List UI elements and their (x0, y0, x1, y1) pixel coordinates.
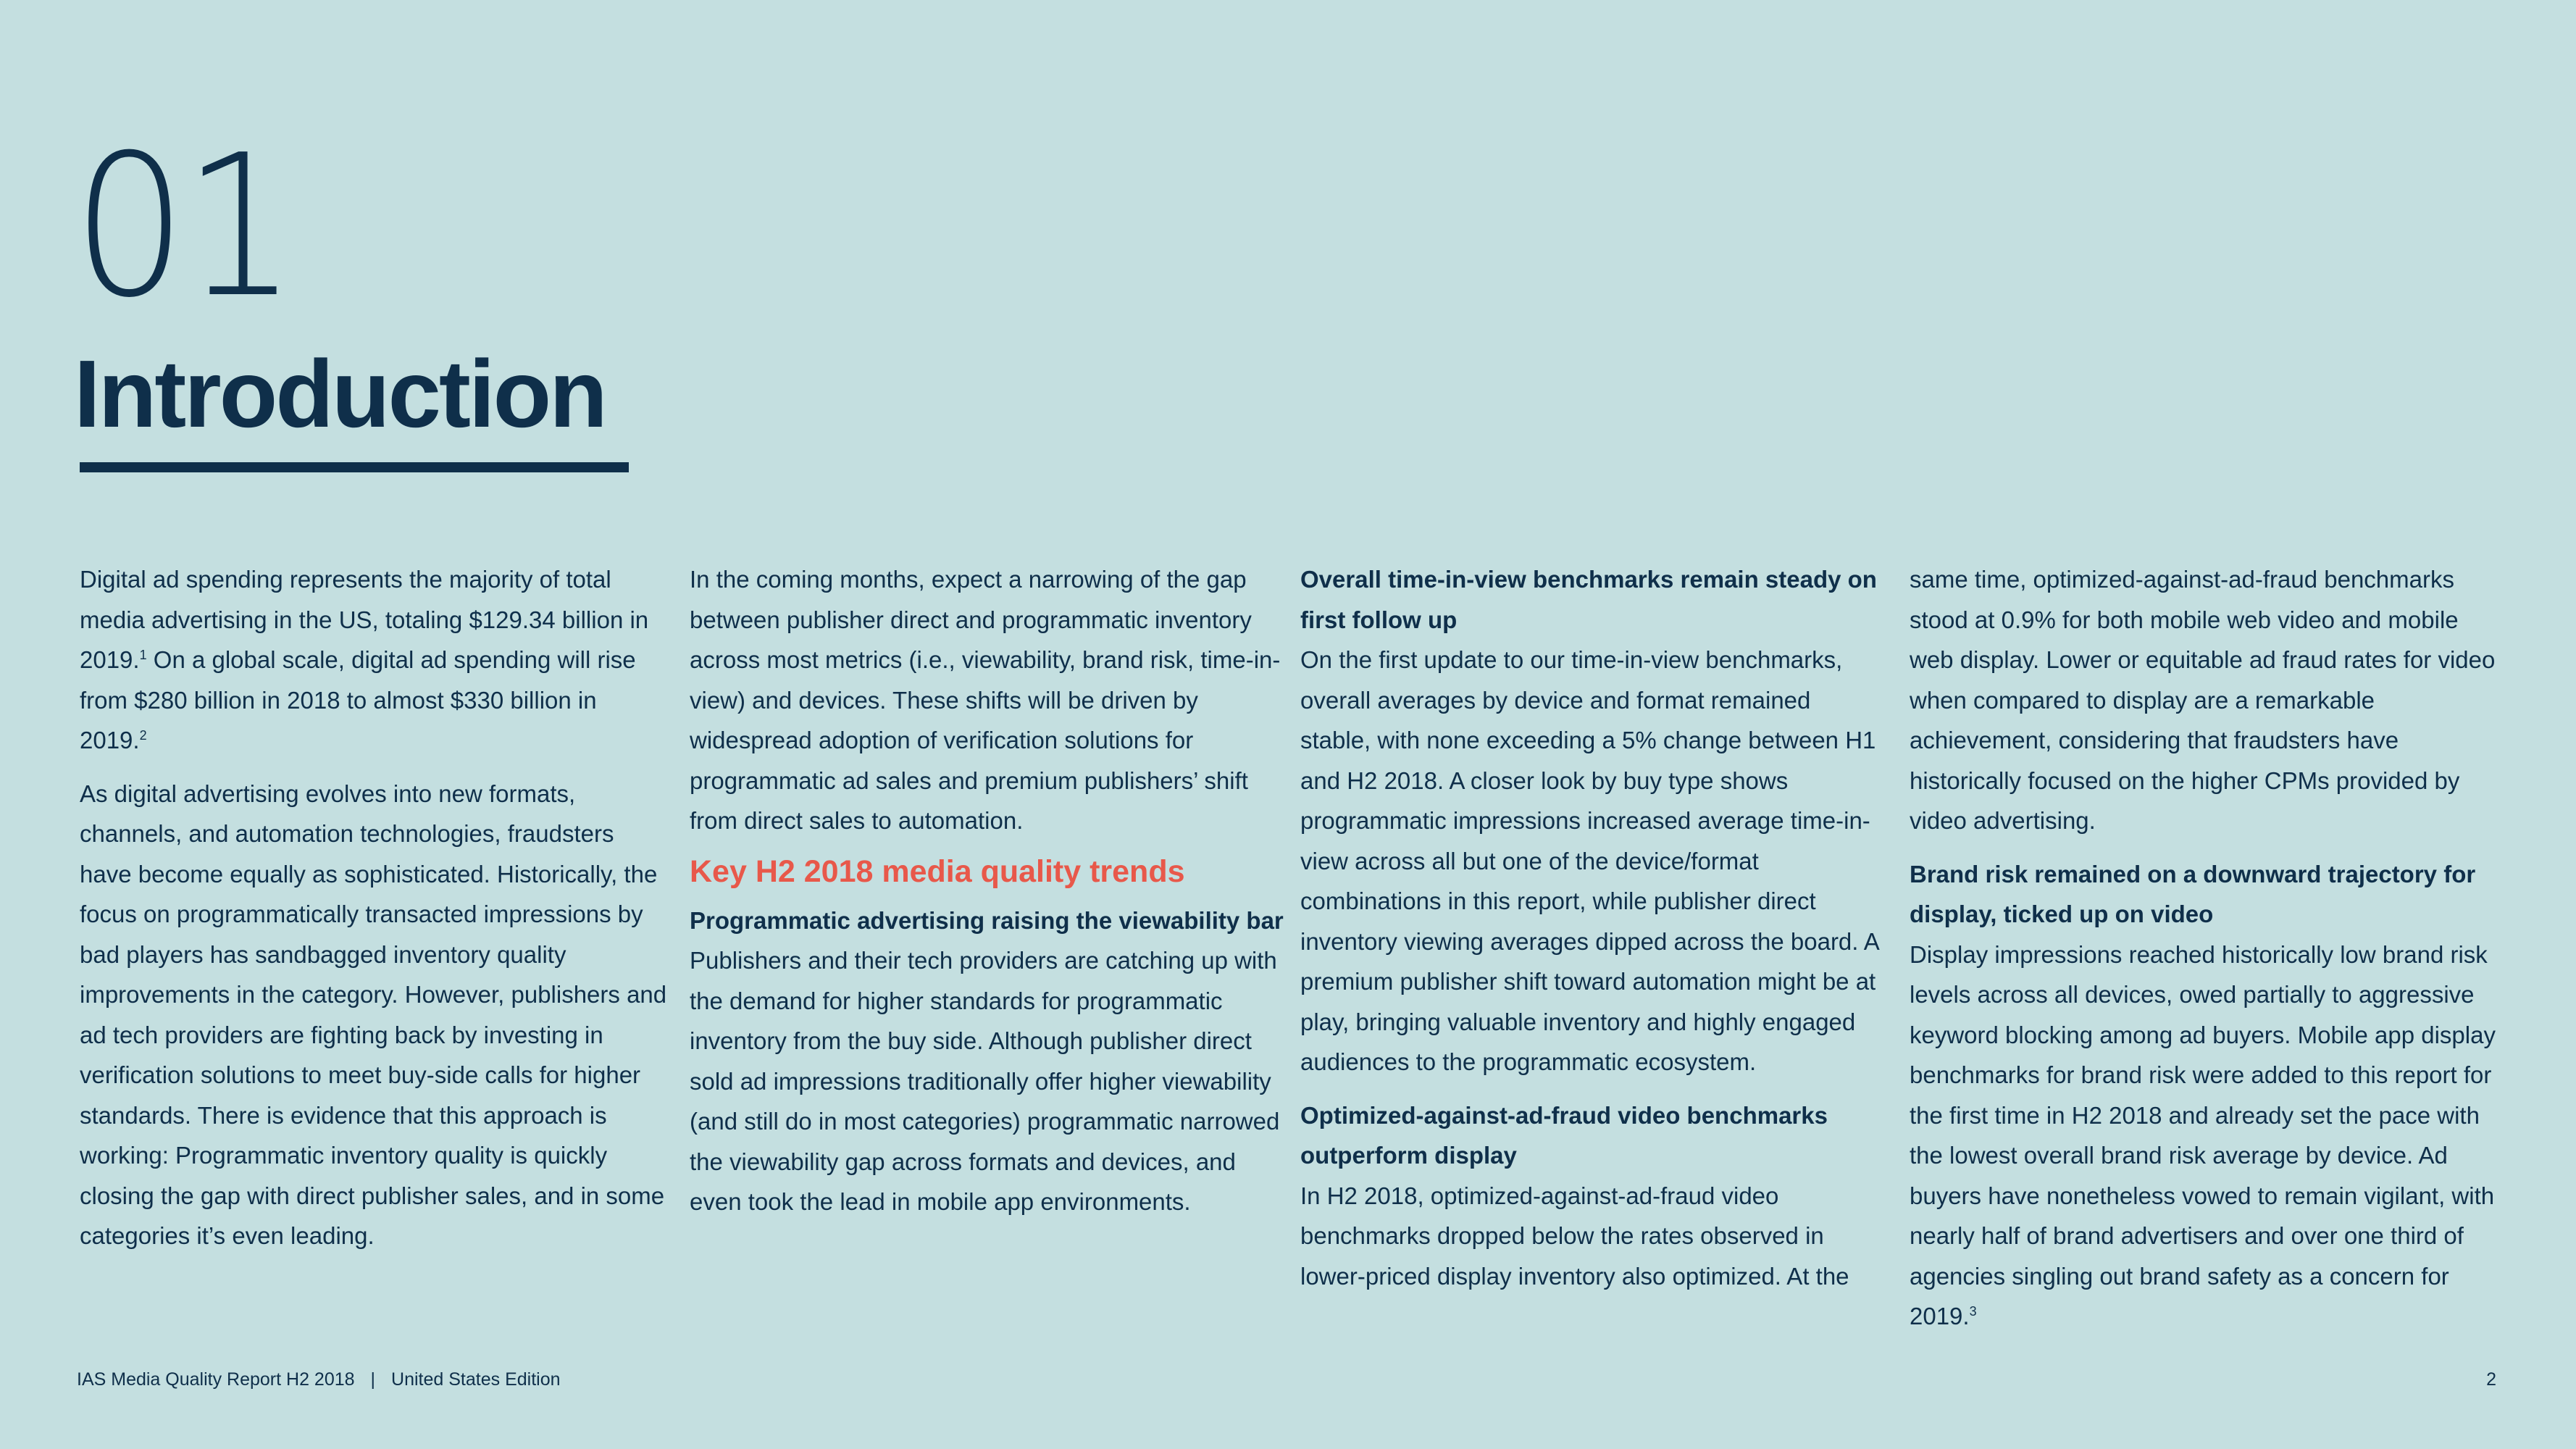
heading-ad-fraud-video: Optimized-against-ad-fraud video benchmarks outperform display (1300, 1101, 1828, 1169)
footnote-ref-2: 2 (139, 728, 147, 743)
heading-programmatic-viewability: Programmatic advertising raising the viewability bar (690, 906, 1284, 934)
paragraph-time-in-view: On the first update to our time-in-view benchmarks, overall averages by device and format remained stable, with none exceeding a 5% change between H1 and H2 2018. A closer look by buy type shows programmatic impressions increased average time-in-view across all but one of the device/format combinations in this report, while publisher direct inventory viewing averages dipped across the board. A premium publisher shift toward automation might be at play, bringing valuable inventory and highly engaged audiences to the programmatic ecosystem. (1300, 646, 1878, 1075)
footer-report-name: IAS Media Quality Report H2 2018 (77, 1369, 355, 1390)
paragraph-ad-fraud-continued: same time, optimized-against-ad-fraud benchmarks stood at 0.9% for both mobile web video and mobile web display. Lower or equitable ad fraud rates for video when compared to display are a remarkable achievement, considering that fraudsters have historically focused on the higher CPMs provided by video advertising. (1910, 566, 2496, 834)
heading-time-in-view: Overall time-in-view benchmarks remain steady on first follow up (1300, 566, 1877, 633)
text-column-3 (1300, 559, 1880, 1309)
section-number: 01 (72, 112, 294, 341)
paragraph-text: Display impressions reached historically low brand risk levels across all devices, owed partially to aggressive keyword blocking among ad buyers. Mobile app display benchmarks for brand risk were added to this report for the first time in H2 2018 and already set the pace with the lowest overall brand risk average by device. Ad buyers have nonetheless vowed to remain vigilant, with nearly half of brand advertisers and over one third of agencies singling out brand safety as a concern for 2019. (1910, 940, 2496, 1329)
subheading-key-trends: Key H2 2018 media quality trends (690, 853, 1185, 889)
paragraph-text: On a global scale, digital ad spending will rise from $280 billion in 2018 to almost $330 billion in 2019. (80, 646, 636, 753)
page-number: 2 (2486, 1369, 2496, 1390)
page-title: Introduction (74, 341, 606, 447)
paragraph-text: Digital ad spending represents the majority of total media advertising in the US, totaling $129.34 billion in 2019. (80, 566, 649, 673)
footer-separator: | (370, 1369, 376, 1390)
heading-brand-risk: Brand risk remained on a downward trajectory for display, ticked up on video (1910, 860, 2476, 927)
text-column-4 (1910, 559, 2504, 1350)
paragraph-coming-months: In the coming months, expect a narrowing of the gap between publisher direct and programmatic inventory across most metrics (i.e., viewability, brand risk, time-in-view) and devices. These shifts will be driven by widespread adoption of verification solutions for programmatic ad sales and premium publishers’ shift from direct sales to automation. (690, 566, 1281, 834)
paragraph-brand-risk (1910, 935, 2504, 1337)
paragraph-digital-ad-spending (80, 559, 670, 761)
paragraph-ad-fraud-video: In H2 2018, optimized-against-ad-fraud video benchmarks dropped below the rates observed in lower-priced display inventory also optimized. At the (1300, 1182, 1849, 1290)
paragraph-programmatic-viewability: Publishers and their tech providers are catching up with the demand for higher standards for programmatic inventory from the buy side. Although publisher direct sold ad impressions traditionally offer higher viewability (and still do in most categories) programmatic narrowed the viewability gap across formats and devices, and even took the lead in mobile app environments. (690, 947, 1280, 1215)
text-column-2 (690, 559, 1284, 1235)
footer (77, 1369, 561, 1390)
footnote-ref-3: 3 (1969, 1304, 1977, 1319)
text-column-1 (80, 559, 670, 1269)
footer-edition: United States Edition (391, 1369, 561, 1390)
paragraph-fraud-evolution: As digital advertising evolves into new formats, channels, and automation technologies, fraudsters have become equally as sophisticated. Historically, the focus on programmatically transacted impressions by bad players has sandbagged inventory quality improvements in the category. However, publishers and ad tech providers are fighting back by investing in verification solutions to meet buy-side calls for higher standards. There is evidence that this approach is working: Programmatic inventory quality is quickly closing the gap with direct publisher sales, and in some categories it’s even leading. (80, 780, 667, 1249)
title-underline (80, 462, 629, 472)
footnote-ref-1: 1 (139, 648, 147, 662)
